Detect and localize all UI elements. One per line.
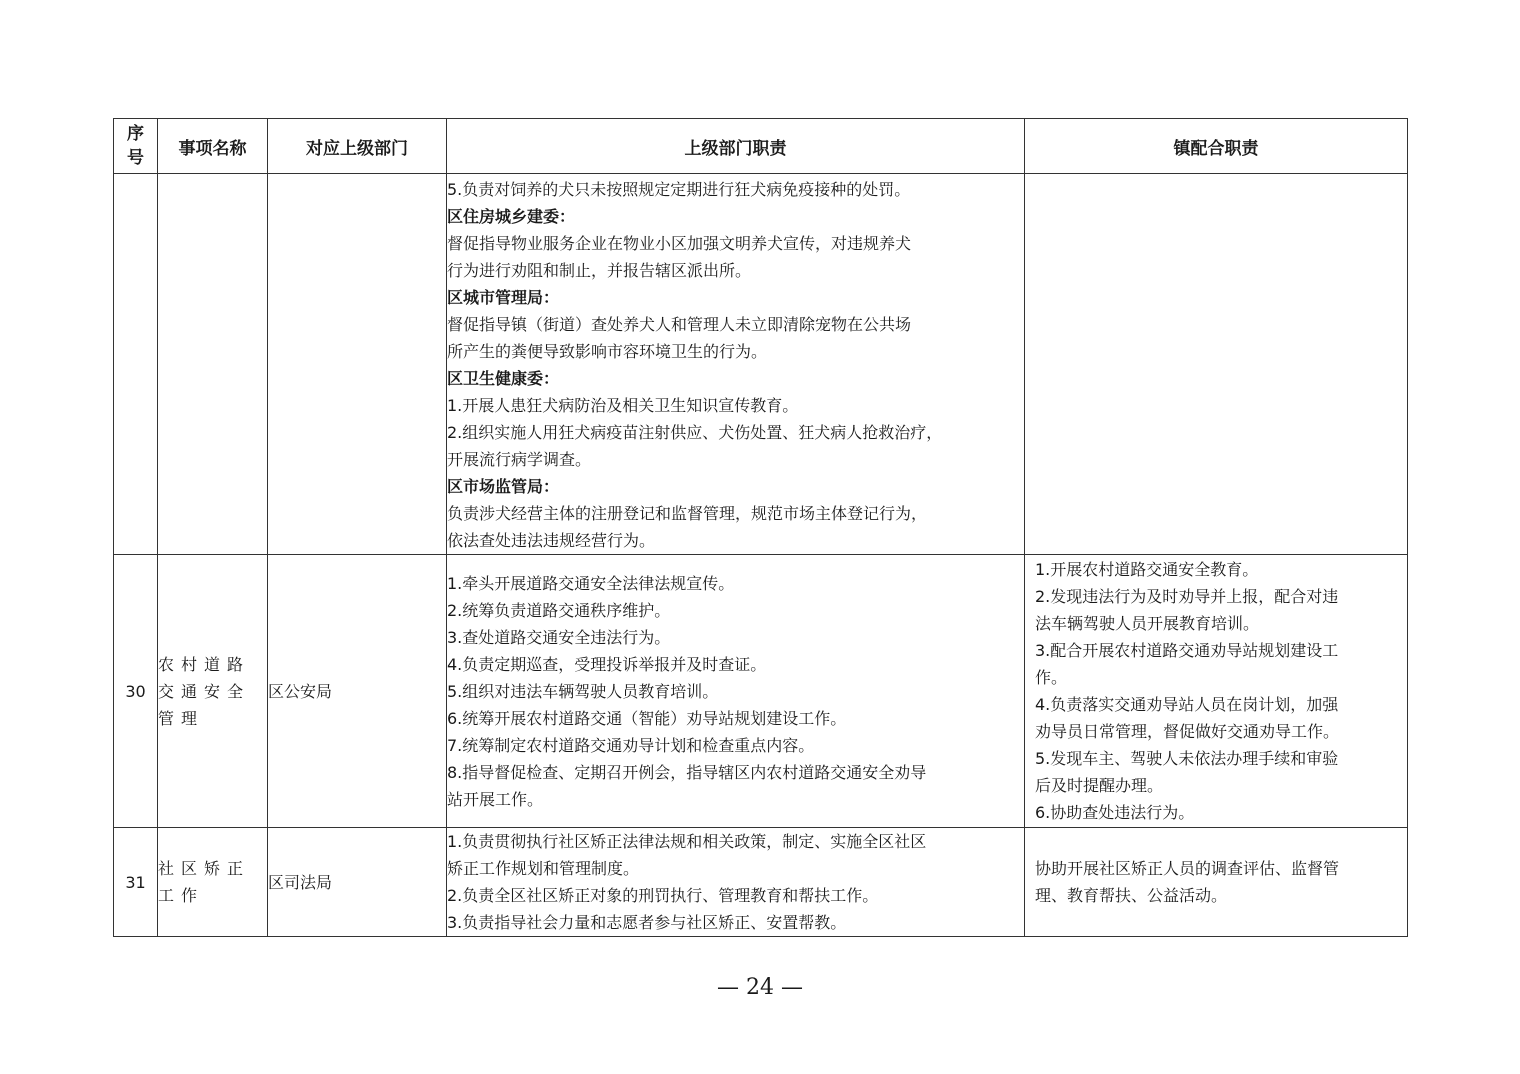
text-line: 5.组织对违法车辆驾驶人员教育培训。 [447,681,719,701]
text-line: 区城市管理局： [447,288,560,307]
table-row-31 [114,828,1408,937]
item-name [158,651,267,732]
text-line: 1.开展农村道路交通安全教育。 [1035,560,1259,579]
text-line: 所产生的粪便导致影响市容环境卫生的行为。 [447,342,768,361]
page-number: — 24 — [717,975,803,1000]
text-line: 工作 [158,886,205,905]
duties-table [113,118,1408,937]
cell-duty [447,174,1025,555]
text-line: 督促指导镇（街道）查处养犬人和管理人未立即清除宠物在公共场 [447,315,912,334]
text-line: 8.指导督促检查、定期召开例会，指导辖区内农村道路交通安全劝导 [447,762,927,782]
text-line: 1.牵头开展道路交通安全法律法规宣传。 [447,573,735,593]
duty-lines [447,570,1024,813]
header-town: 镇配合职责 [1025,119,1408,174]
text-line: 区住房城乡建委： [447,207,576,226]
cell-name [158,174,268,555]
cell-town [1025,828,1408,937]
text-line: 农村道路 [158,654,251,674]
header-duty: 上级部门职责 [447,119,1025,174]
text-line: 2.负责全区社区矫正对象的刑罚执行、管理教育和帮扶工作。 [447,886,879,905]
text-line: 后及时提醒办理。 [1035,776,1164,795]
text-line: 管理 [158,708,205,728]
header-dept: 对应上级部门 [268,119,447,174]
cell-town [1025,174,1408,555]
text-line: 法车辆驾驶人员开展教育培训。 [1035,614,1260,633]
text-line: 协助开展社区矫正人员的调查评估、监督管 [1035,859,1340,878]
cell-seq [114,174,158,555]
header-name: 事项名称 [158,119,268,174]
header-seq [114,119,158,174]
text-line: 区卫生健康委： [447,369,560,388]
header-seq-text: 序号 [127,124,144,168]
text-line: 开展流行病学调查。 [447,450,592,469]
text-line: 4.负责落实交通劝导站人员在岗计划，加强 [1035,695,1339,714]
table-row-continued [114,174,1408,555]
text-line: 负责涉犬经营主体的注册登记和监督管理，规范市场主体登记行为， [447,504,928,523]
text-line: 行为进行劝阻和制止，并报告辖区派出所。 [447,261,752,280]
cell-name [158,555,268,828]
town-lines [1035,556,1407,826]
duty-lines [447,176,1024,554]
text-line: 3.查处道路交通安全违法行为。 [447,627,671,647]
text-line: 3.负责指导社会力量和志愿者参与社区矫正、安置帮教。 [447,913,847,932]
cell-town [1025,555,1408,828]
cell-duty [447,555,1025,828]
item-name [158,855,267,909]
text-line: 4.负责定期巡查，受理投诉举报并及时查证。 [447,654,767,674]
cell-seq: 30 [114,555,158,828]
cell-dept: 区公安局 [268,555,447,828]
text-line: 2.组织实施人用狂犬病疫苗注射供应、犬伤处置、狂犬病人抢救治疗， [447,423,943,442]
town-lines [1035,855,1407,909]
text-line: 5.负责对饲养的犬只未按照规定定期进行狂犬病免疫接种的处罚。 [447,180,911,199]
cell-seq: 31 [114,828,158,937]
text-line: 7.统筹制定农村道路交通劝导计划和检查重点内容。 [447,735,815,755]
text-line: 区市场监管局： [447,477,560,496]
text-line: 劝导员日常管理，督促做好交通劝导工作。 [1035,722,1340,741]
text-line: 2.统筹负责道路交通秩序维护。 [447,600,671,620]
text-line: 2.发现违法行为及时劝导并上报，配合对违 [1035,587,1339,606]
text-line: 3.配合开展农村道路交通劝导站规划建设工 [1035,641,1339,660]
cell-duty [447,828,1025,937]
text-line: 社区矫正 [158,859,251,878]
text-line: 矫正工作规划和管理制度。 [447,859,640,878]
text-line: 1.负责贯彻执行社区矫正法律法规和相关政策，制定、实施全区社区 [447,832,927,851]
table-row-30 [114,555,1408,828]
text-line: 6.统筹开展农村道路交通（智能）劝导站规划建设工作。 [447,708,847,728]
cell-dept: 区司法局 [268,828,447,937]
text-line: 1.开展人患狂犬病防治及相关卫生知识宣传教育。 [447,396,799,415]
cell-dept [268,174,447,555]
cell-name [158,828,268,937]
text-line: 5.发现车主、驾驶人未依法办理手续和审验 [1035,749,1339,768]
header-row [114,119,1408,174]
text-line: 站开展工作。 [447,789,544,809]
text-line: 督促指导物业服务企业在物业小区加强文明养犬宣传，对违规养犬 [447,234,912,253]
duty-lines [447,828,1024,936]
text-line: 交通安全 [158,681,251,701]
text-line: 6.协助查处违法行为。 [1035,803,1195,822]
text-line: 作。 [1035,668,1068,687]
text-line: 依法查处违法违规经营行为。 [447,531,656,550]
text-line: 理、教育帮扶、公益活动。 [1035,886,1228,905]
